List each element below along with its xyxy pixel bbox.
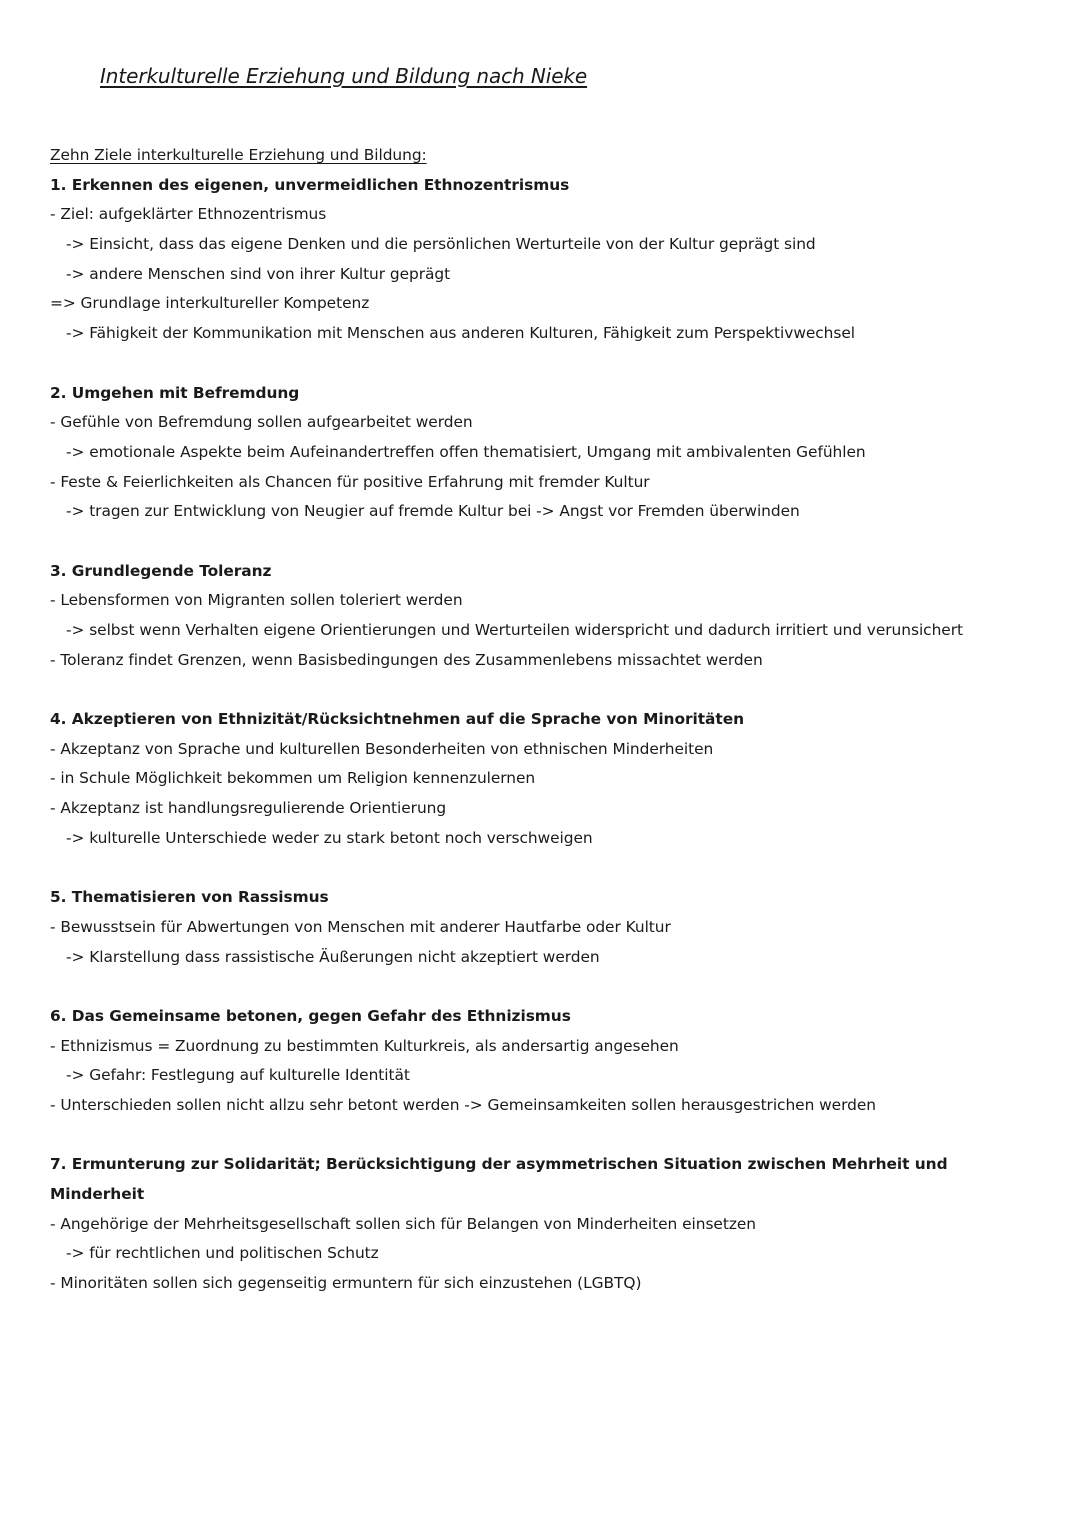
section-4-line: - Akzeptanz von Sprache und kulturellen Besonderheiten von ethnischen Minderheiten bbox=[50, 739, 714, 758]
section-3-line: - Toleranz findet Grenzen, wenn Basisbedingungen des Zusammenlebens missachtet werden bbox=[50, 650, 763, 669]
section-spacer bbox=[50, 527, 1060, 557]
section-5-line: -> Klarstellung dass rassistische Äußerungen nicht akzeptiert werden bbox=[66, 947, 600, 966]
section-7-line: - Angehörige der Mehrheitsgesellschaft sollen sich für Belangen von Minderheiten einsetzen bbox=[50, 1214, 756, 1233]
section-7-line: -> für rechtlichen und politischen Schutz bbox=[66, 1244, 379, 1263]
section-spacer bbox=[50, 1121, 1060, 1151]
section-2-heading: 2. Umgehen mit Befremdung bbox=[50, 383, 300, 402]
section-2-line: -> emotionale Aspekte beim Aufeinandertreffen offen thematisiert, Umgang mit ambivalenten Gefühlen bbox=[66, 442, 866, 461]
section-3-line: -> selbst wenn Verhalten eigene Orientierungen und Werturteilen widerspricht und dadurch irritiert und verunsichert bbox=[66, 621, 963, 639]
section-spacer bbox=[50, 349, 1060, 379]
section-spacer bbox=[50, 972, 1060, 1002]
section-5-heading: 5. Thematisieren von Rassismus bbox=[50, 888, 329, 907]
section-spacer bbox=[50, 854, 1060, 884]
section-3-heading: 3. Grundlegende Toleranz bbox=[50, 561, 272, 580]
section-2-line: - Gefühle von Befremdung sollen aufgearbeitet werden bbox=[50, 413, 473, 432]
section-7-line: - Minoritäten sollen sich gegenseitig ermuntern für sich einzustehen (LGBTQ) bbox=[50, 1274, 642, 1293]
section-4-line: - in Schule Möglichkeit bekommen um Religion kennenzulernen bbox=[50, 769, 536, 788]
section-1-line: -> andere Menschen sind von ihrer Kultur geprägt bbox=[66, 264, 451, 283]
document-title: Interkulturelle Erziehung und Bildung nach Nieke bbox=[100, 64, 588, 88]
section-spacer bbox=[50, 675, 1060, 705]
section-3-line: - Lebensformen von Migranten sollen toleriert werden bbox=[50, 591, 463, 610]
section-1-heading: 1. Erkennen des eigenen, unvermeidlichen Ethnozentrismus bbox=[50, 175, 570, 194]
section-1-line: => Grundlage interkultureller Kompetenz bbox=[50, 294, 370, 313]
section-6-heading: 6. Das Gemeinsame betonen, gegen Gefahr des Ethnizismus bbox=[50, 1006, 571, 1025]
section-7-heading-continued: Minderheit bbox=[50, 1185, 145, 1204]
section-2-line: - Feste & Feierlichkeiten als Chancen für positive Erfahrung mit fremder Kultur bbox=[50, 472, 650, 491]
section-6-line: - Unterschieden sollen nicht allzu sehr betont werden -> Gemeinsamkeiten sollen herausgestrichen werden bbox=[50, 1096, 876, 1114]
section-2-line: -> tragen zur Entwicklung von Neugier auf fremde Kultur bei -> Angst vor Fremden überwinden bbox=[66, 502, 800, 521]
section-7-heading: 7. Ermunterung zur Solidarität; Berücksichtigung der asymmetrischen Situation zwischen Mehrheit und bbox=[50, 1155, 948, 1174]
section-4-line: - Akzeptanz ist handlungsregulierende Orientierung bbox=[50, 799, 447, 818]
section-4-line: -> kulturelle Unterschiede weder zu stark betont noch verschweigen bbox=[66, 828, 593, 847]
goals-subtitle: Zehn Ziele interkulturelle Erziehung und Bildung: bbox=[50, 146, 427, 164]
section-6-line: - Ethnizismus = Zuordnung zu bestimmten Kulturkreis, als andersartig angesehen bbox=[50, 1036, 679, 1055]
section-5-line: - Bewusstsein für Abwertungen von Menschen mit anderer Hautfarbe oder Kultur bbox=[50, 917, 671, 936]
section-1-line: -> Einsicht, dass das eigene Denken und die persönlichen Werturteile von der Kultur geprägt sind bbox=[66, 235, 816, 254]
document-body bbox=[50, 141, 1060, 1299]
section-1-line: - Ziel: aufgeklärter Ethnozentrismus bbox=[50, 205, 327, 224]
section-6-line: -> Gefahr: Festlegung auf kulturelle Identität bbox=[66, 1066, 410, 1085]
section-4-heading: 4. Akzeptieren von Ethnizität/Rücksichtnehmen auf die Sprache von Minoritäten bbox=[50, 710, 744, 729]
section-1-line: -> Fähigkeit der Kommunikation mit Menschen aus anderen Kulturen, Fähigkeit zum Perspektivwechsel bbox=[66, 324, 856, 343]
